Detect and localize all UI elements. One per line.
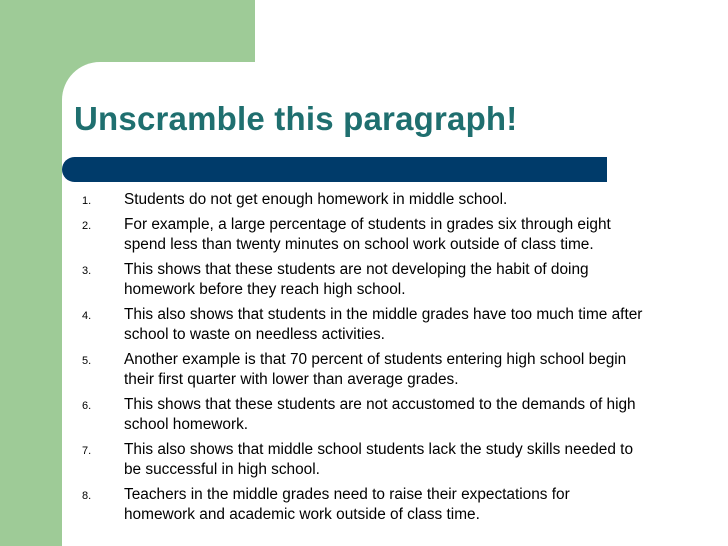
list-item <box>82 350 682 390</box>
title-underline-bar <box>62 157 607 182</box>
list-item-text: their first quarter with lower than average grades. <box>124 371 459 388</box>
list-item-number: 7. <box>82 445 92 457</box>
list-item-number: 6. <box>82 400 92 412</box>
numbered-list <box>82 190 682 530</box>
list-item <box>82 305 682 345</box>
list-item-text: For example, a large percentage of students in grades six through eight <box>124 216 611 233</box>
list-item-text: This shows that these students are not developing the habit of doing <box>124 261 589 278</box>
list-item-text: be successful in high school. <box>124 461 320 478</box>
list-item-text: Teachers in the middle grades need to raise their expectations for <box>124 486 570 503</box>
list-item-text: homework before they reach high school. <box>124 281 406 298</box>
list-item-text: spend less than twenty minutes on school work outside of class time. <box>124 236 594 253</box>
list-item-number: 2. <box>82 220 92 232</box>
list-item-text: Students do not get enough homework in middle school. <box>124 191 508 208</box>
list-item <box>82 485 682 525</box>
list-item-number: 5. <box>82 355 92 367</box>
list-item-text: This shows that these students are not accustomed to the demands of high <box>124 396 636 413</box>
list-item-text: school to waste on needless activities. <box>124 326 385 343</box>
list-item-number: 8. <box>82 490 92 502</box>
list-item-number: 1. <box>82 195 92 207</box>
list-item <box>82 440 682 480</box>
list-item <box>82 190 682 210</box>
list-item-number: 4. <box>82 310 92 322</box>
list-item-number: 3. <box>82 265 92 277</box>
list-item <box>82 260 682 300</box>
list-item-text: homework and academic work outside of class time. <box>124 506 480 523</box>
list-item-text: Another example is that 70 percent of students entering high school begin <box>124 351 627 368</box>
list-item-text: This also shows that students in the middle grades have too much time after <box>124 306 643 323</box>
list-item-text: school homework. <box>124 416 249 433</box>
list-item <box>82 395 682 435</box>
list-item <box>82 215 682 255</box>
list-item-text: This also shows that middle school students lack the study skills needed to <box>124 441 634 458</box>
slide-title: Unscramble this paragraph! <box>74 100 518 137</box>
